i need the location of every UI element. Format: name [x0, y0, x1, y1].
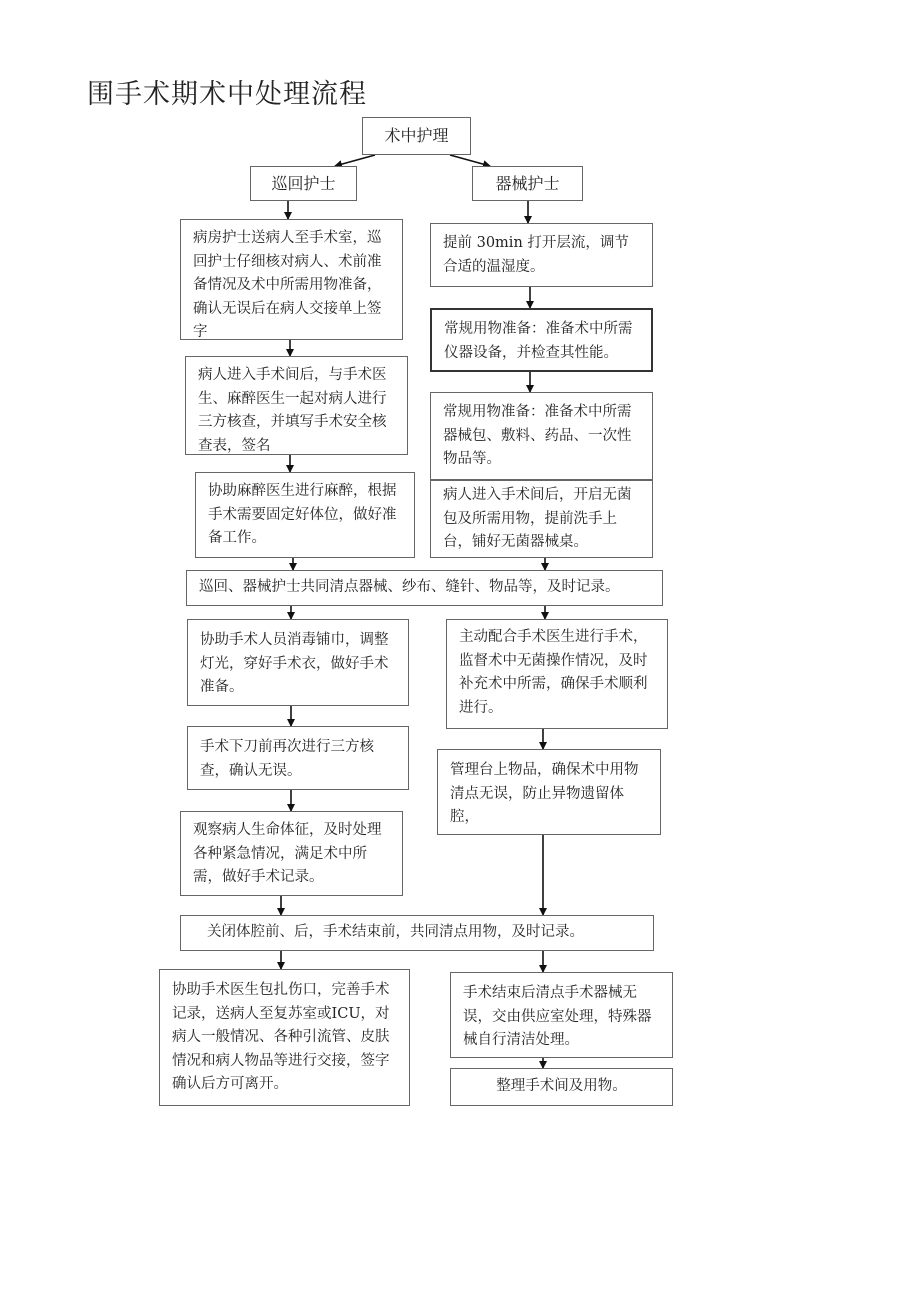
node-intraoperative-nursing: 术中护理 — [362, 117, 471, 155]
node-joint-count-2: 关闭体腔前、后，手术结束前，共同清点用物，及时记录。 — [180, 915, 654, 951]
node-circulating-step-5: 手术下刀前再次进行三方核查，确认无误。 — [187, 726, 409, 790]
node-scrub-step-5: 主动配合手术医生进行手术，监督术中无菌操作情况，及时补充术中所需，确保手术顺利进行。 — [446, 619, 668, 729]
node-scrub-step-1: 提前 30min 打开层流，调节合适的温湿度。 — [430, 223, 653, 287]
arrow-root-scrub — [450, 155, 490, 166]
node-circulating-nurse: 巡回护士 — [250, 166, 357, 201]
arrow-root-circulating — [335, 155, 375, 166]
node-scrub-step-4: 病人进入手术间后，开启无菌包及所需用物，提前洗手上台，铺好无菌器械桌。 — [430, 480, 653, 558]
node-circulating-step-1: 病房护士送病人至手术室，巡回护士仔细核对病人、术前准备情况及术中所需用物准备，确认无误后在病人交接单上签字 — [180, 219, 403, 340]
node-circulating-step-7: 协助手术医生包扎伤口，完善手术记录，送病人至复苏室或ICU，对病人一般情况、各种引流管、皮肤情况和病人物品等进行交接，签字确认后方可离开。 — [159, 969, 410, 1106]
node-scrub-step-2: 常规用物准备：准备术中所需仪器设备，并检查其性能。 — [430, 308, 653, 372]
node-circulating-step-4: 协助手术人员消毒铺巾，调整灯光，穿好手术衣，做好手术准备。 — [187, 619, 409, 706]
node-scrub-nurse: 器械护士 — [472, 166, 583, 201]
node-joint-count-1: 巡回、器械护士共同清点器械、纱布、缝针、物品等，及时记录。 — [186, 570, 663, 606]
node-circulating-step-3: 协助麻醉医生进行麻醉，根据手术需要固定好体位，做好准备工作。 — [195, 472, 415, 558]
node-circulating-step-6: 观察病人生命体征，及时处理各种紧急情况，满足术中所需，做好手术记录。 — [180, 811, 403, 896]
node-scrub-step-8: 整理手术间及用物。 — [450, 1068, 673, 1106]
node-scrub-step-6: 管理台上物品，确保术中用物清点无误，防止异物遗留体腔， — [437, 749, 661, 835]
page-title: 围手术期术中处理流程 — [87, 79, 367, 110]
node-scrub-step-7: 手术结束后清点手术器械无误，交由供应室处理，特殊器械自行清洁处理。 — [450, 972, 673, 1058]
node-circulating-step-2: 病人进入手术间后，与手术医生、麻醉医生一起对病人进行三方核查，并填写手术安全核查表，签名 — [185, 356, 408, 455]
node-scrub-step-3: 常规用物准备：准备术中所需器械包、敷料、药品、一次性物品等。 — [430, 392, 653, 480]
